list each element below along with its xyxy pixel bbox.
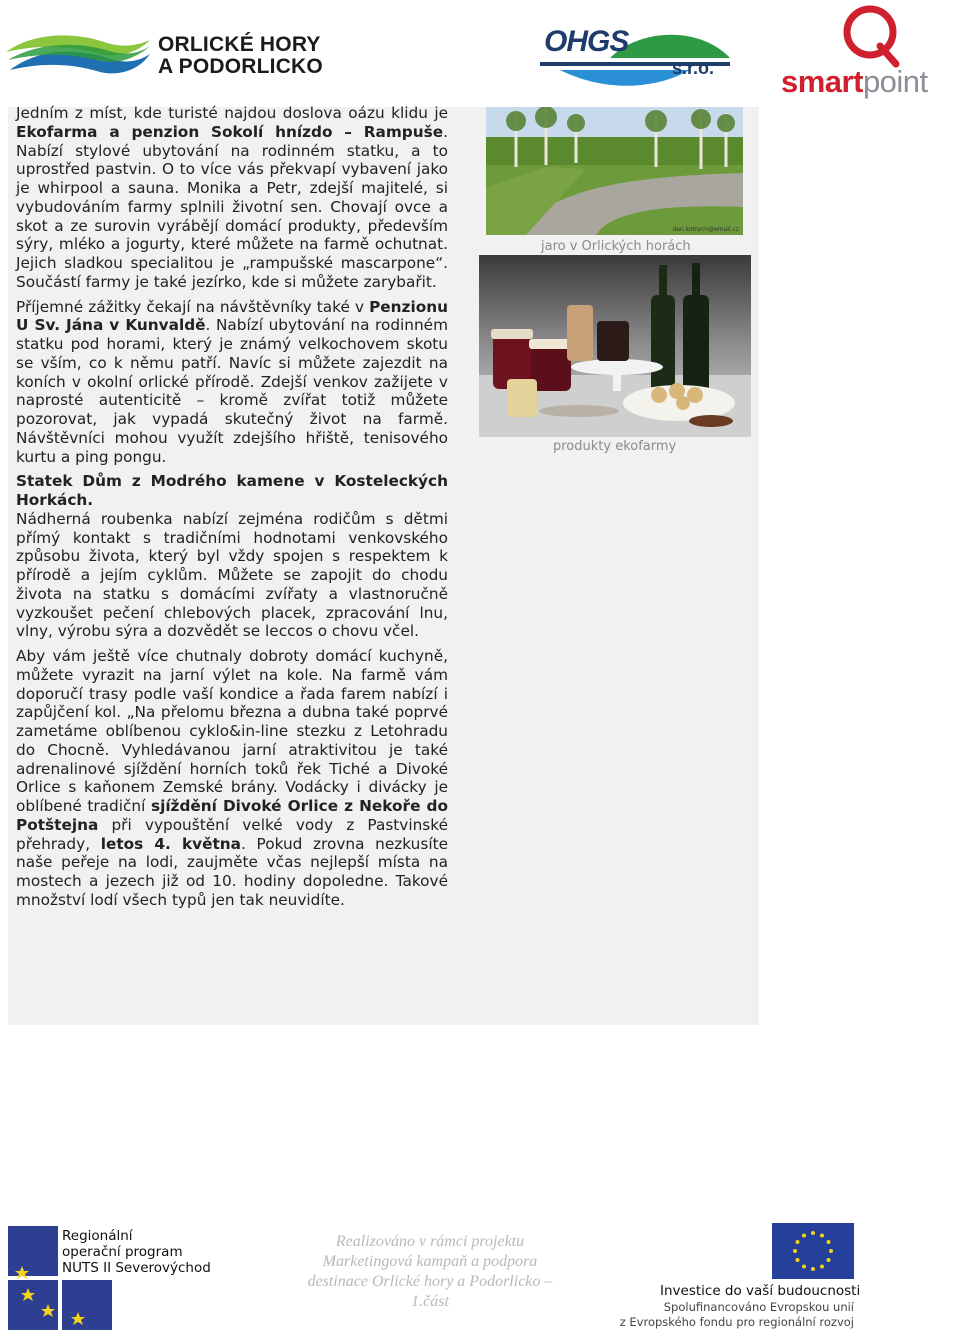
highlight-sjizdeni: sjíždění Divoké Orlice z Nekoře do Potštejna	[16, 797, 448, 834]
article-text	[16, 104, 448, 916]
orlicke-hory-wave-icon	[4, 26, 154, 86]
eu-flag-logo	[772, 1223, 854, 1279]
ohgs-logo-suffix: s.r.o.	[672, 58, 715, 78]
smartpoint-logo	[836, 2, 906, 68]
eu-flag-icon	[772, 1223, 854, 1279]
highlight-date: letos 4. května	[100, 834, 242, 853]
article-paragraph-cyklo: Aby vám ještě více chutnaly dobroty domácí kuchyně, můžete vyrazit na jarní výlet na kole. Na farmě vám doporučí trasy podle vaší kondice a řada farem nabízí i zapůjčení kol. „Na přelomu března a dubna také poprvé zametáme oblíbenou cyklo&in-line stezku z Letohradu do Chocně. Vyhledávanou jarní atraktivitou je také adrenalinové sjíždění horních toků řek Tiché a Divoké Orlice s kaňonem Zemské brány. Vodácky i divácky je oblíbené tradiční sjíždění Divoké Orlice z Nekoře do Potštejna při vypouštění velké vody z Pastvinské přehrady, letos 4. května. Pokud zrovna nezkusíte naše peřeje na lodi, zaujměte včas nejlepší místa na mostech a jezech již od 10. hodiny dopoledne. Takové množství lodí všech typů jen tak neuvidíte.	[16, 647, 448, 909]
caption-spring: jaro v Orlických horách	[541, 239, 691, 254]
logo-line-2: A PODORLICKO	[158, 55, 323, 78]
point-word: point	[862, 64, 928, 99]
photo-spring-road	[486, 107, 743, 235]
highlight-statek: Statek Dům z Modrého kamene v Kosteleckých Horkách.	[16, 472, 448, 509]
smartpoint-logo-text	[781, 64, 928, 100]
smartpoint-q-icon	[836, 2, 906, 68]
orlicke-hory-logo-text	[158, 34, 323, 78]
caption-products: produkty ekofarmy	[553, 439, 677, 454]
project-note: Realizováno v rámci projektu Marketingová kampaň a podpora destinace Orlické hory a Podorlicko – 1.část	[307, 1233, 553, 1310]
farm-products-image	[479, 255, 751, 437]
smart-word: smart	[781, 64, 863, 99]
ohgs-logo-text: OHGS	[544, 25, 629, 58]
road-landscape-image	[486, 107, 743, 235]
eu-slogan: Investice do vaší budoucnosti	[660, 1283, 861, 1299]
rop-logo-text: Regionální operační program NUTS II Severovýchod	[62, 1228, 211, 1276]
photo-credit: dan.kotrych@email.cz	[672, 226, 739, 233]
article-paragraph-penzion: Příjemné zážitky čekají na návštěvníky také v Penzionu U Sv. Jána v Kunvaldě. Nabízí ubytování na rodinném statku pod horami, který je známý velkochovem skotu se vším, co k němu patří. Navíc si můžete zajezdit na koních v okolní orlické přírodě. Zdejší venkov zažijete v naprosté autenticitě – kromě zvířat totiž můžete pozorovat, jak vypadá skutečný život na farmě. Návštěvníci mohou využít zdejšího hřiště, tenisového kurtu a ping pongu.	[16, 297, 448, 466]
highlight-ekofarma: Ekofarma a penzion Sokolí hnízdo – Rampuše	[16, 122, 444, 141]
logo-line-1: ORLICKÉ HORY	[158, 33, 321, 56]
highlight-penzion: Penzionu U Sv. Jána v Kunvaldě	[16, 297, 448, 335]
photo-farm-products	[479, 255, 751, 437]
eu-funding-note: Spolufinancováno Evropskou unií z Evropského fondu pro regionální rozvoj	[619, 1300, 854, 1329]
article-paragraph-ekofarma: Jedním z míst, kde turisté najdou doslova oázu klidu je Ekofarma a penzion Sokolí hnízdo – Rampuše. Nabízí stylové ubytování na rodinném statku, a to uprostřed pastvin. O to více vás překvapí vybavení jako je whirpool a sauna. Monika a Petr, zdejší majitelé, si vybudováním farmy splnili životní sen. Chovají ovce a skot a ze surovin vyrábějí domácí produkty, především sýry, mléko a jogurty, které můžete na farmě ochutnat. Jejich sladkou specialitou je „rampušské mascarpone“. Součástí farmy je také jezírko, kde si můžete zarybařit.	[16, 104, 448, 291]
article-paragraph-statek: Statek Dům z Modrého kamene v Kosteleckých Horkách. Nádherná roubenka nabízí zejména rodičům s dětmi přímý kontakt s tradičními hodnotami venkovského způsobu života, který byl vždy spojen s respektem k přírodě a jejím cyklům. Můžete se zapojit do chodu života na statku s domácími zvířaty a vlastnoručně vyzkoušet pečení chlebových placek, zpracování lnu, vlny, výrobu sýra a dozvědět se leccos o chovu včel.	[16, 472, 448, 641]
